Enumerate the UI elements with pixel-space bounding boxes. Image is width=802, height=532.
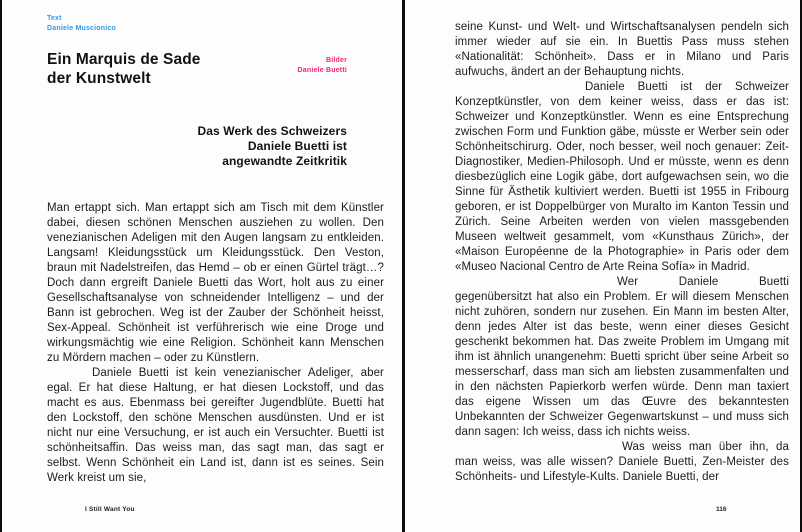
spine-divider	[402, 0, 405, 532]
body-paragraph: seine Kunst- und Welt- und Wirtschaftsanalysen pendeln sich immer wieder auf sie ein. In Buettis Pass muss stehen «Nationalität: Schönheit». Dass er in Milano und Paris aufwuchs, ändert an der Behauptung nichts.	[455, 21, 789, 78]
body-paragraph: Was weiss man über ihn, da man weiss, was alle wissen? Daniele Buetti, Zen-Meister des Schönheits- und Lifestyle-Kults. Daniele Buetti, der	[455, 441, 789, 483]
page-edge-left	[0, 0, 2, 532]
images-credit-label: Bilder	[325, 57, 347, 64]
intro-deck-line-3: angewandte Zeitkritik	[222, 154, 347, 168]
intro-deck-line-2: Daniele Buetti ist	[247, 139, 347, 153]
text-credit	[47, 14, 116, 33]
body-paragraph: Man ertappt sich. Man ertappt sich am Tisch mit dem Künstler dabei, diesen schönen Menschen ausziehen zu wollen. Den venezianischen Adeligen mit den Augen langsam zu entkleiden. Langsam! Kleidungsstück um Kleidungsstück. Den Veston, braun mit Nadelstreifen, das Hemd – ob er einen Gürtel trägt…? Doch dann ergreift Daniele Buetti das Wort, holt aus zu einer Gesellschaftsanalyse von schneidender Intelligenz – und der Bann ist gebrochen. Weg ist der Zauber der Schönheit heisst, Sex-Appeal. Schönheit ist verführerisch wie eine Droge und wirkungsmächtig wie eine Religion. Schönheit kann Menschen zu Mördern machen – oder zu Künstlern.	[47, 202, 384, 364]
images-credit-name: Daniele Buetti	[297, 66, 347, 74]
body-paragraph: Daniele Buetti ist kein venezianischer Adeliger, aber egal. Er hat diese Haltung, er hat diesen Lockstoff, und das macht es aus. Ebenmass bei gereifter Jugendblüte. Buetti hat den Lockstoff, den schöne Menschen ausdünsten. Und er ist nicht nur eine Versuchung, er ist auch ein Versuchter. Buetti ist schönheitsaffin. Das weiss man, das sagt man, das sagt er selbst. Wenn Schönheit ein Land ist, dann ist es seines. Sein Werk kreist um sie,	[47, 367, 384, 484]
text-credit-name: Daniele Muscionico	[47, 24, 116, 32]
left-page	[2, 0, 402, 532]
intro-deck-line-1: Das Werk des Schweizers	[197, 124, 347, 138]
intro-deck	[147, 124, 347, 169]
text-credit-label: Text	[47, 15, 62, 22]
page-number: 116	[716, 506, 727, 513]
article-title-line-1: Ein Marquis de Sade	[47, 51, 201, 68]
article-title-line-2: der Kunstwelt	[47, 70, 151, 87]
right-page	[405, 0, 799, 532]
left-body-column	[47, 201, 384, 486]
right-body-column	[455, 20, 789, 485]
body-paragraph: Wer Daniele Buetti gegenübersitzt hat also ein Problem. Er will diesem Menschen nicht zuhören, sondern nur zusehen. Ein Mann im besten Alter, denn jedes Alter ist das beste, wenn einer dieses Gesicht geschenkt bekommen hat. Das zweite Problem im Umgang mit ihm ist ähnlich unangenehm: Buetti spricht über seine Arbeit so messerscharf, dass man sich am liebsten zusammenfalten und in den nächsten Papierkorb werfen würde. Denn man taxiert das eigene Wissen um das Œuvre des bekanntesten Unbekannten der Schweizer Gegenwartskunst – und muss sich dann sagen: Ich weiss, dass ich nichts weiss.	[455, 276, 789, 438]
running-footer-title: I Still Want You	[85, 506, 135, 513]
images-credit	[147, 56, 347, 75]
body-paragraph: Daniele Buetti ist der Schweizer Konzeptkünstler, von dem keiner weiss, dass er das ist: Schweizer und Konzeptkünstler. Wenn es eine Entsprechung zwischen Form und Funktion gäbe, müsste er Werber sein oder Schönheitschirurg. Oder, noch besser, weil noch genauer: Zeit-Diagnostiker, Medien-Philosoph. Und er müsste, wenn es denn diesbezüglich eine Logik gäbe, dort aufgewachsen sein, wo die Sinne für Ästhetik kultiviert werden. Buetti ist 1955 in Fribourg geboren, er ist Doppelbürger von Muralto im Kanton Tessin und Zürich. Seine Arbeiten werden von vielen massgebenden Museen weltweit gesammelt, vom «Kunsthaus Zürich», der «Maison Européenne de la Photographie» in Paris oder dem «Museo Nacional Centro de Arte Reina Sofía» in Madrid.	[455, 81, 789, 273]
